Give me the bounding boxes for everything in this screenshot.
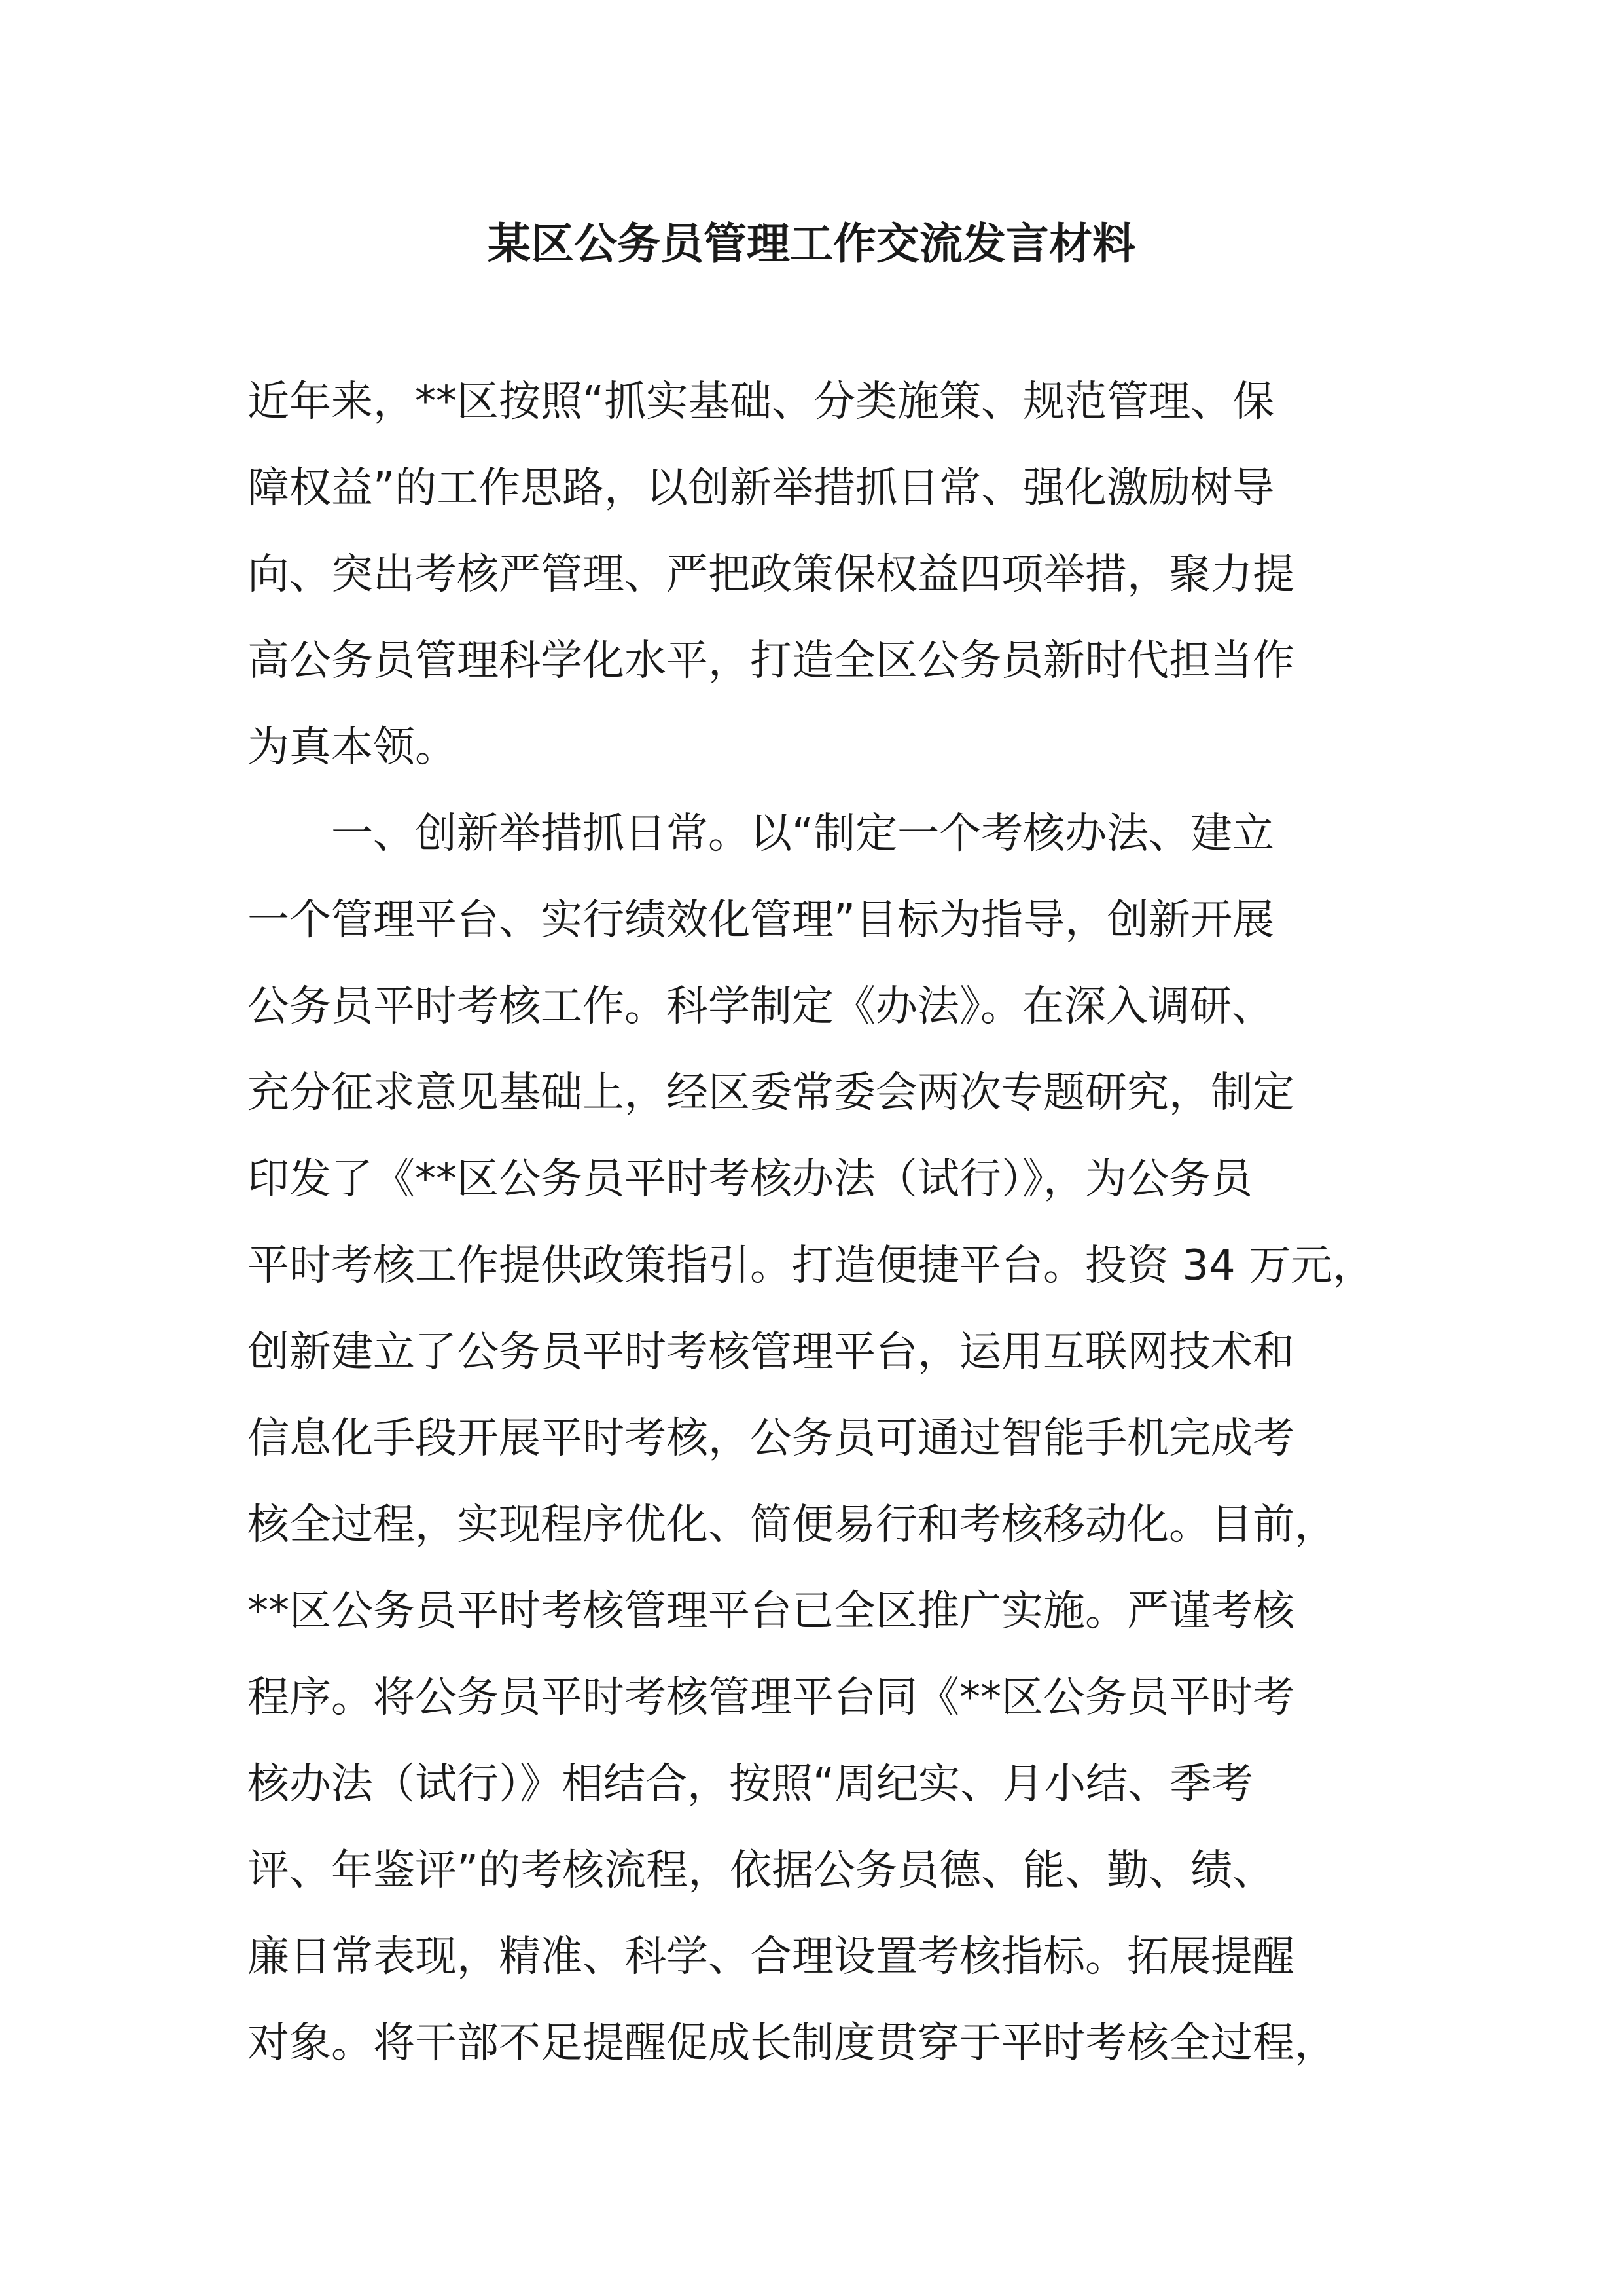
body-line: 平时考核工作提供政策指引。打造便捷平台。投资 34 万元， (247, 1242, 1375, 1290)
body-line: 廉日常表现，精准、科学、合理设置考核指标。拓展提醒 (247, 1933, 1294, 1981)
body-line: 程序。将公务员平时考核管理平台同《**区公务员平时考 (247, 1674, 1294, 1722)
body-line: 印发了《**区公务员平时考核办法（试行）》，为公务员 (247, 1155, 1253, 1204)
body-line: **区公务员平时考核管理平台已全区推广实施。严谨考核 (247, 1587, 1294, 1636)
body-line: 核全过程，实现程序优化、简便易行和考核移动化。目前， (247, 1501, 1336, 1549)
section-heading-line: 一、创新举措抓日常。以“制定一个考核办法、建立 (331, 810, 1275, 858)
document-body (247, 359, 1383, 2087)
body-line: 高公务员管理科学化水平，打造全区公务员新时代担当作 (247, 637, 1294, 685)
body-line: 向、突出考核严管理、严把政策保权益四项举措，聚力提 (247, 550, 1294, 599)
body-line: 对象。将干部不足提醒促成长制度贯穿于平时考核全过程， (247, 2019, 1336, 2068)
body-line: 为真本领。 (247, 723, 457, 772)
body-line: 创新建立了公务员平时考核管理平台，运用互联网技术和 (247, 1328, 1294, 1376)
body-line: 评、年鉴评”的考核流程，依据公务员德、能、勤、绩、 (247, 1846, 1275, 1895)
body-line: 公务员平时考核工作。科学制定《办法》。在深入调研、 (247, 982, 1274, 1031)
body-line: 信息化手段开展平时考核，公务员可通过智能手机完成考 (247, 1414, 1294, 1463)
body-line: 障权益”的工作思路，以创新举措抓日常、强化激励树导 (247, 464, 1275, 512)
body-line: 近年来，**区按照“抓实基础、分类施策、规范管理、保 (247, 378, 1275, 426)
body-line: 核办法（试行）》相结合，按照“周纪实、月小结、季考 (247, 1760, 1254, 1808)
body-line: 充分征求意见基础上，经区委常委会两次专题研究，制定 (247, 1069, 1294, 1117)
document-title: 某区公务员管理工作交流发言材料 (488, 219, 1135, 269)
body-line: 一个管理平台、实行绩效化管理”目标为指导，创新开展 (247, 896, 1275, 944)
